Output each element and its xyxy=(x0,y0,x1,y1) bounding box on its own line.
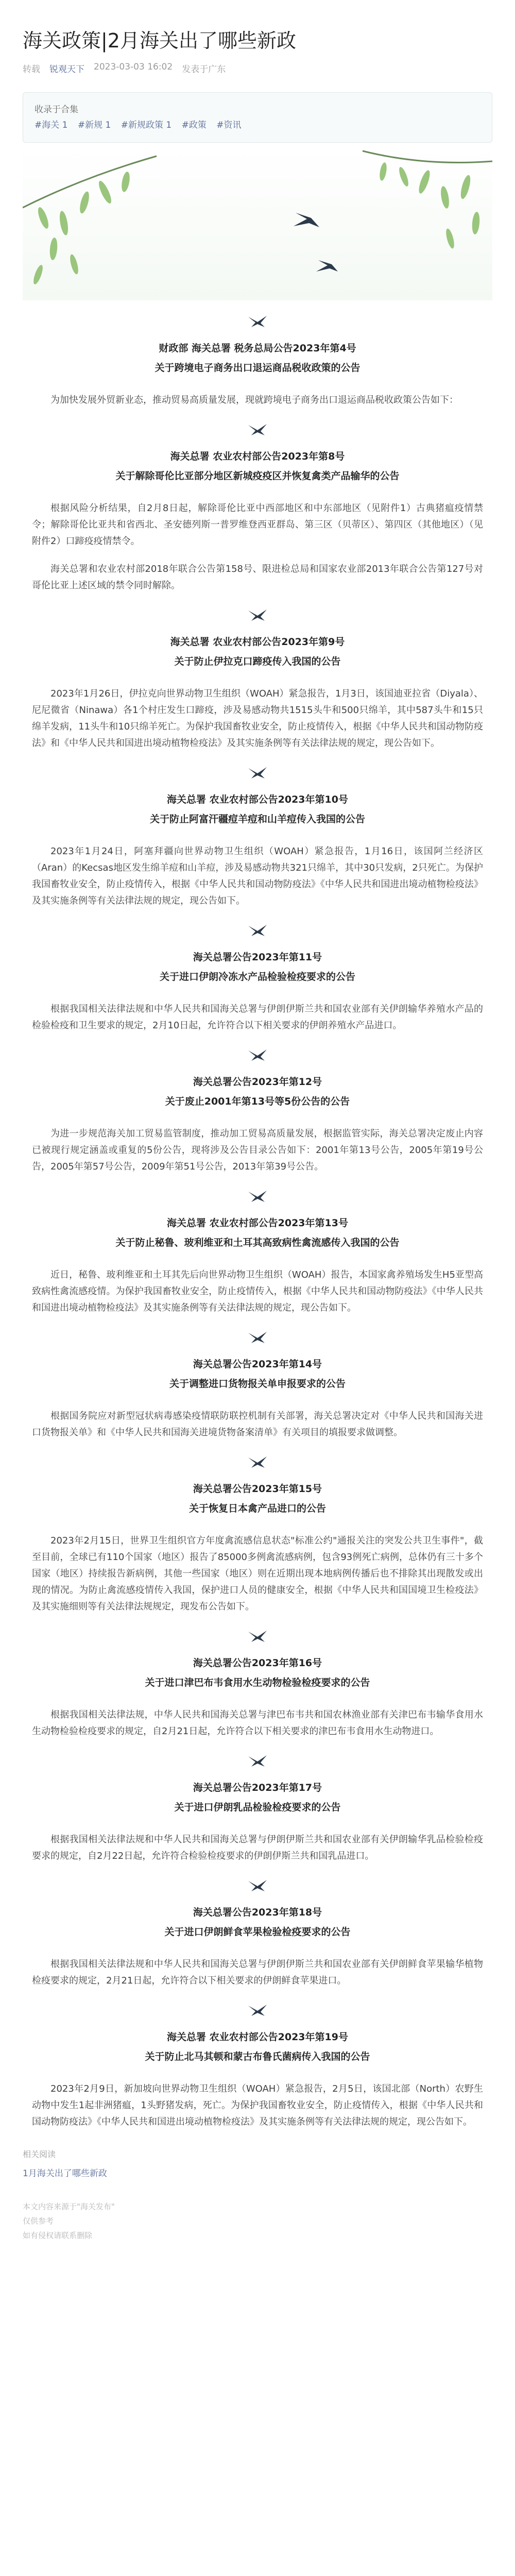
section-title-line: 财政部 海关总署 税务总局公告2023年第4号 xyxy=(159,343,356,354)
section-title-line: 海关总署公告2023年第17号 xyxy=(193,1782,322,1793)
article-meta xyxy=(23,62,492,75)
section-title-line: 关于进口伊朗鲜食苹果检验检疫要求的公告 xyxy=(164,1926,351,1938)
swallow-icon xyxy=(246,1629,269,1644)
section-paragraph: 2023年2月15日，世界卫生组织官方年度禽流感信息状态"标准公约"通报关注的突发公共卫生事件"，截至目前，全球已有110个国家（地区）报告了85000多例禽流感病例，包含93例死亡病例，总体仍有三十多个国家（地区）持续报告新病例，其他一些国家（地区）则在近期出现本地病例传播后也不排除其出现散发或出现的情况。为防止禽流感疫情传入我国，保护进口人员的健康安全，根据《中华人民共和国国境卫生检疫法》及其实施细则等有关法律法规规定，现发布公告如下。 xyxy=(32,1535,483,1612)
swallow-icon xyxy=(246,1330,269,1345)
section-title xyxy=(54,1653,461,1692)
section-title-line: 海关总署公告2023年第14号 xyxy=(193,1359,322,1370)
swallow-divider xyxy=(23,1047,492,1063)
section-title-line: 关于防止秘鲁、玻利维亚和土耳其高致病性禽流感传入我国的公告 xyxy=(115,1237,400,1248)
swallow-divider xyxy=(23,314,492,329)
section-title-line: 海关总署公告2023年第11号 xyxy=(193,952,322,963)
swallow-divider xyxy=(23,1629,492,1644)
section-paragraph: 根据风险分析结果，自2月8日起，解除哥伦比亚中西部地区和中东部地区（见附件1）古典猪瘟疫情禁令；解除哥伦比亚共和省西北、圣安德列斯一普罗维登西亚群岛、第三区（贝蒂区）、第四区（其他地区）（见附件2）口蹄疫疫情禁令。 xyxy=(32,503,483,547)
section-title xyxy=(54,1072,461,1111)
swallow-icon xyxy=(246,2003,269,2018)
section-title-line: 海关总署 农业农村部公告2023年第8号 xyxy=(170,451,345,462)
section-title xyxy=(54,947,461,987)
swallow-divider xyxy=(23,2003,492,2018)
publish-location: 发表于广东 xyxy=(182,64,226,75)
section-title-line: 海关总署公告2023年第16号 xyxy=(193,1657,322,1669)
publish-date: 2023-03-03 16:02 xyxy=(94,62,173,72)
footer-line: 如有侵权请联系删除 xyxy=(23,2231,93,2240)
swallow-icon xyxy=(246,923,269,938)
section-paragraph: 2023年1月24日，阿塞拜疆向世界动物卫生组织（WOAH）紧急报告，1月16日，该国阿兰经济区（Aran）的Kecsas地区发生绵羊痘和山羊痘，涉及易感动物共321只绵羊，其中30只发病，2只死亡。为保护我国畜牧业安全，防止疫情传入，根据《中华人民共和国动物防疫法》《中华人民共和国进出境动植物检疫法》及其实施条例等有关法律法规的规定，现公告如下。 xyxy=(32,846,483,906)
swallow-icon xyxy=(246,765,269,781)
footer-line: 仅供参考 xyxy=(23,2216,54,2226)
swallow-icon xyxy=(246,314,269,329)
section-title-line: 关于进口津巴布韦食用水生动物检验检疫要求的公告 xyxy=(145,1677,370,1688)
account-name-link[interactable]: 锐观天下 xyxy=(49,64,84,75)
section-paragraph: 为进一步规范海关加工贸易监管制度，推动加工贸易高质量发展，根据监管实际，海关总署决定废止内容已被现行规定涵盖或重复的5份公告，现将涉及公告目录公告如下：2001年第13号公告，2005年第19号公告，2005年第57号公告，2009年第51号公告，2013年第39号公告。 xyxy=(32,1128,483,1172)
section-title-line: 海关总署公告2023年第15号 xyxy=(193,1483,322,1495)
article-body xyxy=(0,27,515,2243)
section-title xyxy=(54,447,461,486)
section-title xyxy=(54,790,461,829)
article-title: 海关政策|2月海关出了哪些新政 xyxy=(23,29,296,52)
banner-illustration xyxy=(23,146,492,300)
related-label: 相关阅读 xyxy=(23,2149,56,2159)
section-paragraph: 近日，秘鲁、玻利维亚和土耳其先后向世界动物卫生组织（WOAH）报告，本国家禽养殖场发生H5亚型高致病性禽流感疫情。为保护我国畜牧业安全，防止疫情传入，根据《中华人民共和国动物防疫法》《中华人民共和国进出境动植物检疫法》及其实施条例等有关法律法规的规定，现公告如下。 xyxy=(32,1269,483,1313)
collection-box xyxy=(23,92,492,143)
section-title xyxy=(54,632,461,671)
willow-swallow-banner xyxy=(23,146,492,300)
footer-line: 本文内容来源于"海关发布" xyxy=(23,2202,115,2211)
section-title-line: 海关总署公告2023年第18号 xyxy=(193,1907,322,1918)
section-title xyxy=(54,2027,461,2066)
section-paragraph: 根据我国相关法律法规和中华人民共和国海关总署与伊朗伊斯兰共和国农业部有关伊朗鲜食苹果输华植物检疫要求的规定，2月21日起，允许符合以下相关要求的伊朗鲜食苹果进口。 xyxy=(32,1959,483,1986)
section-title-line: 海关总署 农业农村部公告2023年第10号 xyxy=(167,794,348,805)
swallow-divider xyxy=(23,1330,492,1345)
related-reading xyxy=(23,2148,492,2179)
swallow-divider xyxy=(23,923,492,938)
section-paragraph: 2023年2月9日，新加坡向世界动物卫生组织（WOAH）紧急报告，2月5日，该国北部（North）农野生动物中发生1起非洲猪瘟，1头野猪发病，死亡。为保护我国畜牧业安全，防止疫情传入，根据《中华人民共和国动物防疫法》《中华人民共和国进出境动植物检疫法》及其实施条例等有关法律法规的规定，现公告如下。 xyxy=(32,2083,483,2127)
section-title-line: 关于防止伊拉克口蹄疫传入我国的公告 xyxy=(174,656,341,667)
section-paragraph: 海关总署和农业农村部2018年联合公告第158号、限进检总局和国家农业部2013年联合公告第127号对哥伦比亚上述区域的禁令同时解除。 xyxy=(32,564,483,591)
section-title-line: 海关总署 农业农村部公告2023年第13号 xyxy=(167,1217,348,1229)
section-title xyxy=(54,1213,461,1252)
swallow-icon xyxy=(294,213,319,227)
section-title-line: 关于恢复日本禽产品进口的公告 xyxy=(188,1503,326,1514)
swallow-icon xyxy=(246,1878,269,1893)
section-title-line: 关于跨境电子商务出口退运商品税收政策的公告 xyxy=(154,362,360,374)
swallow-divider xyxy=(23,1878,492,1893)
swallow-icon xyxy=(246,1454,269,1470)
tag-link[interactable]: #新规政策 1 xyxy=(121,120,172,130)
section-title xyxy=(54,1479,461,1518)
swallow-divider xyxy=(23,765,492,781)
swallow-divider xyxy=(23,607,492,623)
section-title-line: 海关总署 农业农村部公告2023年第9号 xyxy=(170,636,345,648)
section-title-line: 关于解除哥伦比亚部分地区新城疫疫区并恢复禽类产品输华的公告 xyxy=(115,470,400,482)
section-title xyxy=(54,1778,461,1817)
section-paragraph: 为加快发展外贸新业态，推动贸易高质量发展，现就跨境电子商务出口退运商品税收政策公告如下： xyxy=(50,395,458,405)
tag-link[interactable]: #资讯 xyxy=(216,120,242,130)
swallow-icon xyxy=(246,1047,269,1063)
swallow-divider xyxy=(23,1189,492,1204)
section-paragraph: 根据我国相关法律法规和中华人民共和国海关总署与伊朗伊斯兰共和国农业部有关伊朗输华养殖水产品的检验检疫和卫生要求的规定，2月10日起，允许符合以下相关要求的伊朗养殖水产品进口。 xyxy=(32,1004,483,1031)
swallow-icon xyxy=(246,1753,269,1769)
tag-link[interactable]: #海关 1 xyxy=(35,120,68,130)
section-title-line: 关于废止2001年第13号等5份公告的公告 xyxy=(165,1096,350,1107)
section-title-line: 关于进口伊朗冷冻水产品检验检疫要求的公告 xyxy=(159,971,355,982)
tag-list xyxy=(35,117,480,133)
section-title-line: 关于防止阿富汗疆痘羊痘和山羊痘传入我国的公告 xyxy=(149,814,365,825)
section-title-line: 关于进口伊朗乳品检验检疫要求的公告 xyxy=(174,1802,341,1813)
section-paragraph: 根据我国相关法律法规和中华人民共和国海关总署与伊朗伊斯兰共和国农业部有关伊朗输华乳品检验检疫要求的规定，自2月22日起，允许符合检验检疫要求的伊朗伊斯兰共和国乳品进口。 xyxy=(32,1834,483,1861)
swallow-divider xyxy=(23,1753,492,1769)
collection-label: 收录于合集 xyxy=(35,105,78,115)
swallow-icon xyxy=(316,260,338,272)
swallow-icon xyxy=(246,422,269,437)
section-title-line: 关于调整进口货物报关单申报要求的公告 xyxy=(169,1378,346,1389)
section-title xyxy=(54,1354,461,1394)
section-paragraph: 根据我国相关法律法规，中华人民共和国海关总署与津巴布韦共和国农林渔业部有关津巴布韦输华食用水生动物检验检疫要求的规定，自2月21日起，允许符合以下相关要求的津巴布韦食用水生动物进口。 xyxy=(32,1709,483,1737)
section-title xyxy=(54,338,461,378)
section-title-line: 关于防止北马其顿和蒙古布鲁氏菌病传入我国的公告 xyxy=(145,2051,370,2062)
swallow-divider xyxy=(23,422,492,437)
section-title-line: 海关总署 农业农村部公告2023年第19号 xyxy=(167,2031,348,2043)
swallow-divider xyxy=(23,1454,492,1470)
tag-link[interactable]: #新规 1 xyxy=(77,120,111,130)
tag-link[interactable]: #政策 xyxy=(181,120,207,130)
meta-source: 转载 xyxy=(23,64,40,75)
section-paragraph: 2023年1月26日，伊拉克向世界动物卫生组织（WOAH）紧急报告，1月3日，该国迪亚拉省（Diyala）、尼尼微省（Ninawa）各1个村庄发生口蹄疫，涉及易感动物共1515头牛和500只绵羊，其中587头牛和15只绵羊发病，11头牛和10只绵羊死亡。为保护我国畜牧业安全，防止疫情传入，根据《中华人民共和国动物防疫法》和《中华人民共和国进出境动植物检疫法》及其实施条例等有关法律法规的规定，现公告如下。 xyxy=(32,688,483,749)
section-title xyxy=(54,1903,461,1942)
swallow-icon xyxy=(246,607,269,623)
article-footer xyxy=(23,2199,492,2243)
swallow-icon xyxy=(246,1189,269,1204)
section-title-line: 海关总署公告2023年第12号 xyxy=(193,1076,322,1088)
section-paragraph: 根据国务院应对新型冠状病毒感染疫情联防联控机制有关部署，海关总署决定对《中华人民共和国海关进口货物报关单》和《中华人民共和国海关进境货物备案清单》有关项目的填报要求做调整。 xyxy=(32,1411,483,1438)
related-article-link[interactable]: 1月海关出了哪些新政 xyxy=(23,2168,107,2179)
